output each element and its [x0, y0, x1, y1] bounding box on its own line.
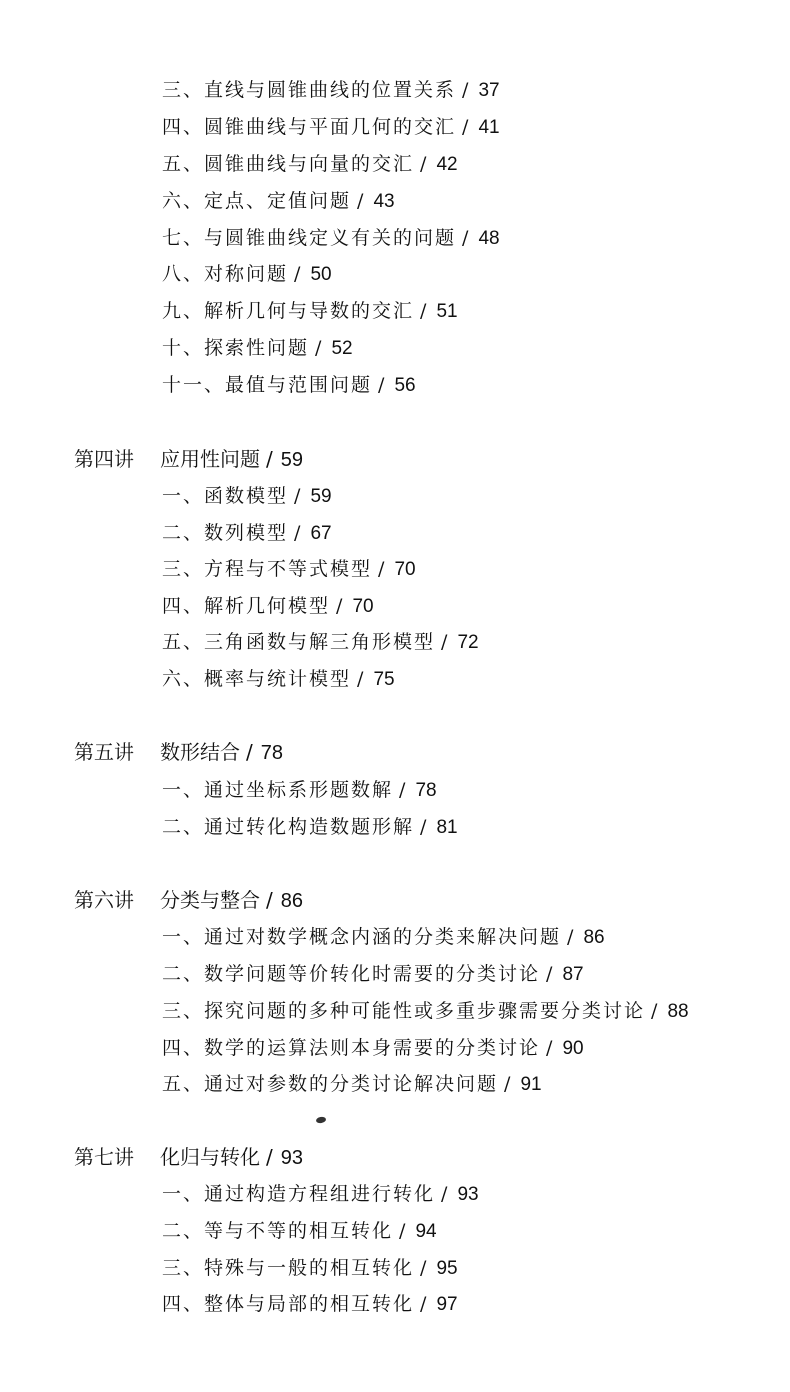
section-title: 概率与统计模型 [204, 668, 352, 690]
separator-slash: / [294, 263, 303, 285]
section-number: 四、 [162, 116, 205, 138]
section-title: 探究问题的多种可能性或多重步骤需要分类讨论 [204, 1000, 646, 1022]
separator-slash: / [336, 595, 345, 617]
section-title: 三角函数与解三角形模型 [204, 631, 436, 653]
separator-slash: / [266, 447, 273, 471]
page-number: 93 [457, 1184, 479, 1205]
section-number: 三、 [162, 79, 205, 101]
section-entry [162, 778, 437, 803]
section-title: 定点、定值问题 [204, 190, 352, 212]
separator-slash: / [546, 963, 555, 985]
separator-slash: / [420, 816, 429, 838]
separator-slash: / [441, 631, 450, 653]
page-number: 72 [457, 632, 479, 653]
section-number: 九、 [162, 300, 205, 322]
section-title: 方程与不等式模型 [204, 558, 373, 580]
section-entry [162, 484, 332, 509]
separator-slash: / [462, 79, 471, 101]
page-number: 70 [352, 596, 374, 617]
page-number: 52 [331, 338, 353, 359]
section-entry [162, 336, 353, 361]
separator-slash: / [546, 1037, 555, 1059]
section-title: 直线与圆锥曲线的位置关系 [204, 79, 457, 101]
page-number: 86 [583, 927, 605, 948]
page-number: 81 [436, 817, 458, 838]
separator-slash: / [378, 374, 387, 396]
page-number: 86 [280, 890, 303, 912]
section-entry [162, 1182, 479, 1207]
section-title: 等与不等的相互转化 [204, 1220, 394, 1242]
section-number: 五、 [162, 1073, 205, 1095]
page-number: 59 [310, 486, 332, 507]
section-number: 五、 [162, 153, 205, 175]
separator-slash: / [420, 300, 429, 322]
separator-slash: / [399, 779, 408, 801]
chapter-entry [74, 888, 303, 913]
page-number: 43 [373, 191, 395, 212]
section-entry [162, 594, 374, 619]
section-entry [162, 999, 689, 1024]
page-number: 67 [310, 523, 332, 544]
separator-slash: / [266, 1145, 273, 1169]
section-number: 一、 [162, 926, 205, 948]
page-number: 94 [415, 1221, 437, 1242]
separator-slash: / [462, 116, 471, 138]
section-title: 整体与局部的相互转化 [204, 1293, 415, 1315]
section-number: 六、 [162, 190, 205, 212]
section-title: 圆锥曲线与平面几何的交汇 [204, 116, 457, 138]
section-title: 函数模型 [204, 485, 289, 507]
section-number: 一、 [162, 779, 205, 801]
chapter-entry [74, 447, 303, 472]
page-number: 87 [562, 964, 584, 985]
section-number: 六、 [162, 668, 205, 690]
chapter-title: 分类与整合 [160, 888, 260, 912]
section-number: 三、 [162, 1000, 205, 1022]
section-title: 通过构造方程组进行转化 [204, 1183, 436, 1205]
section-entry [162, 189, 395, 214]
separator-slash: / [567, 926, 576, 948]
page-number: 48 [478, 228, 500, 249]
section-number: 四、 [162, 1037, 205, 1059]
page-number: 50 [310, 264, 332, 285]
section-title: 探索性问题 [204, 337, 310, 359]
page-number: 42 [436, 154, 458, 175]
page-number: 78 [415, 780, 437, 801]
page-number: 41 [478, 117, 500, 138]
chapter-title: 数形结合 [160, 740, 240, 764]
page-number: 56 [394, 375, 416, 396]
separator-slash: / [357, 668, 366, 690]
section-title: 最值与范围问题 [225, 374, 373, 396]
section-entry [162, 1072, 542, 1097]
section-entry [162, 115, 500, 140]
separator-slash: / [651, 1000, 660, 1022]
section-title: 与圆锥曲线定义有关的问题 [204, 227, 457, 249]
chapter-number: 第七讲 [74, 1145, 134, 1169]
section-entry [162, 78, 500, 103]
section-title: 解析几何模型 [204, 595, 331, 617]
page-number: 97 [436, 1294, 458, 1315]
chapter-title: 应用性问题 [160, 447, 260, 471]
section-title: 数学问题等价转化时需要的分类讨论 [204, 963, 541, 985]
section-title: 通过对数学概念内涵的分类来解决问题 [204, 926, 562, 948]
section-entry [162, 152, 458, 177]
section-number: 五、 [162, 631, 205, 653]
section-entry [162, 1036, 584, 1061]
page-number: 70 [394, 559, 416, 580]
section-title: 通过坐标系形题数解 [204, 779, 394, 801]
separator-slash: / [420, 1257, 429, 1279]
chapter-entry [74, 1145, 303, 1170]
page-number: 91 [520, 1074, 542, 1095]
chapter-number: 第四讲 [74, 447, 134, 471]
page-number: 78 [260, 742, 283, 764]
section-number: 二、 [162, 1220, 205, 1242]
separator-slash: / [462, 227, 471, 249]
separator-slash: / [315, 337, 324, 359]
section-title: 数列模型 [204, 522, 289, 544]
separator-slash: / [441, 1183, 450, 1205]
separator-slash: / [357, 190, 366, 212]
separator-slash: / [294, 485, 303, 507]
section-title: 通过对参数的分类讨论解决问题 [204, 1073, 499, 1095]
section-entry [162, 667, 395, 692]
separator-slash: / [420, 1293, 429, 1315]
section-entry [162, 521, 332, 546]
section-entry [162, 373, 416, 398]
section-entry [162, 815, 458, 840]
page-number: 88 [667, 1001, 689, 1022]
chapter-number: 第六讲 [74, 888, 134, 912]
separator-slash: / [378, 558, 387, 580]
section-number: 四、 [162, 1293, 205, 1315]
section-entry [162, 1292, 458, 1317]
page-number: 51 [436, 301, 458, 322]
separator-slash: / [399, 1220, 408, 1242]
chapter-title: 化归与转化 [160, 1145, 260, 1169]
section-title: 数学的运算法则本身需要的分类讨论 [204, 1037, 541, 1059]
section-entry [162, 1219, 437, 1244]
section-number: 二、 [162, 963, 205, 985]
section-entry [162, 962, 584, 987]
page-number: 90 [562, 1038, 584, 1059]
section-number: 八、 [162, 263, 205, 285]
section-number: 一、 [162, 1183, 205, 1205]
section-number: 四、 [162, 595, 205, 617]
separator-slash: / [420, 153, 429, 175]
section-title: 圆锥曲线与向量的交汇 [204, 153, 415, 175]
section-number: 十一、 [162, 374, 226, 396]
section-number: 二、 [162, 816, 205, 838]
page-number: 59 [280, 449, 303, 471]
section-entry [162, 262, 332, 287]
chapter-number: 第五讲 [74, 740, 134, 764]
section-entry [162, 1256, 458, 1281]
section-title: 对称问题 [204, 263, 289, 285]
section-entry [162, 299, 458, 324]
separator-slash: / [294, 522, 303, 544]
separator-slash: / [246, 740, 253, 764]
page-number: 95 [436, 1258, 458, 1279]
section-entry [162, 630, 479, 655]
section-number: 三、 [162, 1257, 205, 1279]
chapter-entry [74, 740, 283, 765]
section-number: 七、 [162, 227, 205, 249]
section-number: 三、 [162, 558, 205, 580]
section-number: 二、 [162, 522, 205, 544]
section-number: 十、 [162, 337, 205, 359]
section-entry [162, 925, 605, 950]
separator-slash: / [504, 1073, 513, 1095]
section-title: 通过转化构造数题形解 [204, 816, 415, 838]
section-title: 特殊与一般的相互转化 [204, 1257, 415, 1279]
page-number: 75 [373, 669, 395, 690]
separator-slash: / [266, 888, 273, 912]
page-number: 37 [478, 80, 500, 101]
section-entry [162, 557, 416, 582]
section-number: 一、 [162, 485, 205, 507]
page-number: 93 [280, 1147, 303, 1169]
section-title: 解析几何与导数的交汇 [204, 300, 415, 322]
section-entry [162, 226, 500, 251]
